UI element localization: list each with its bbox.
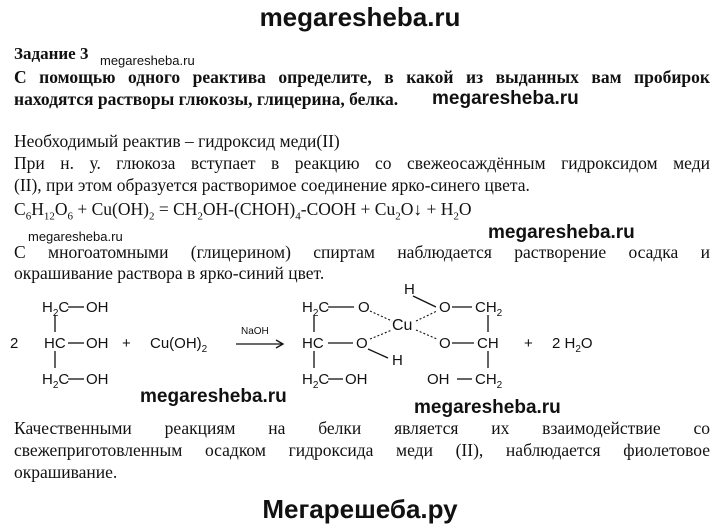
- coordination-bond: [370, 330, 392, 339]
- atom-ho: OH: [427, 371, 450, 388]
- glycerol-line-1: С многоатомными (глицерином) спиртам наблюдается растворение осадка и: [14, 242, 710, 262]
- bond: [413, 296, 436, 307]
- protein-line-3: окрашивание.: [14, 462, 118, 482]
- glucose-equation: [14, 199, 472, 223]
- atom-ch: CH: [477, 335, 499, 352]
- water-product: 2 $H_2O$: [552, 335, 593, 355]
- site-footer: Мегарешеба.ру: [262, 494, 458, 524]
- copper-hydroxide: $Cu(OH)_2$: [150, 335, 208, 355]
- watermark-small: megaresheba.ru: [28, 229, 123, 244]
- atom-h2c: $H_2C$: [42, 299, 70, 319]
- coordination-bond: [416, 311, 437, 321]
- atom-h: H: [404, 284, 415, 298]
- reagent-line: Необходимый реактив – гидроксид меди(II): [14, 131, 340, 151]
- coordination-bond: [416, 330, 437, 339]
- catalyst-label: NaOH: [241, 326, 269, 337]
- equation-text: $C_6H_{12}O_6 + Cu(OH)_2$ = $CH_2OH-(CHOH)_4$-COOH + $Cu_2O↓ + H_2O$: [14, 199, 472, 223]
- protein-line-2: свежеприготовленным осадком гидроксида меди (II), наблюдается фиолетовое: [14, 440, 710, 460]
- atom-oh: OH: [86, 299, 109, 316]
- atom-ch2: $CH_2$: [475, 371, 503, 391]
- protein-line-1: Качественными реакциям на белки является их взаимодействие со: [14, 418, 710, 438]
- plus-sign: +: [122, 335, 131, 352]
- glycerol-line-2: окрашивание раствора в ярко-синий цвет.: [14, 263, 325, 283]
- atom-o: O: [356, 335, 368, 352]
- plus-sign: +: [524, 335, 533, 352]
- copper-atom: Cu: [392, 317, 413, 334]
- atom-h2c: $H_2C$: [302, 299, 330, 319]
- atom-h: H: [392, 352, 403, 369]
- glucose-line-2: (II), при этом образуется растворимое соединение ярко-синего цвета.: [14, 175, 530, 195]
- watermark-big: megaresheba.ru: [414, 397, 561, 418]
- question-line-2: находятся растворы глюкозы, глицерина, белка.: [14, 89, 399, 109]
- coordination-bond: [370, 311, 392, 321]
- glucose-line-1: При н. у. глюкоза вступает в реакцию со свежеосаждённым гидроксидом меди: [14, 153, 710, 173]
- atom-o: O: [439, 299, 451, 316]
- watermark-big: megaresheba.ru: [140, 386, 287, 407]
- question-line-1: С помощью одного реактива определите, в какой из выданных вам пробирок: [14, 67, 710, 87]
- atom-oh: OH: [86, 371, 109, 388]
- site-header: megaresheba.ru: [259, 2, 461, 32]
- atom-o: O: [358, 299, 370, 316]
- coefficient: 2: [10, 335, 19, 352]
- glycerol-reaction-scheme: [0, 284, 720, 394]
- atom-oh: OH: [345, 371, 368, 388]
- atom-o: O: [439, 335, 451, 352]
- bond: [368, 349, 388, 358]
- watermark-big: megaresheba.ru: [488, 222, 635, 243]
- atom-hc: HC: [302, 335, 324, 352]
- watermark-big: megaresheba.ru: [432, 88, 579, 109]
- watermark-small: megaresheba.ru: [100, 53, 195, 68]
- atom-h2c: $H_2C$: [42, 371, 70, 391]
- atom-h2c: $H_2C$: [302, 371, 330, 391]
- task-title: Задание 3: [14, 44, 89, 63]
- atom-ch2: $CH_2$: [475, 299, 503, 319]
- atom-hc: HC: [44, 335, 66, 352]
- atom-oh: OH: [86, 335, 109, 352]
